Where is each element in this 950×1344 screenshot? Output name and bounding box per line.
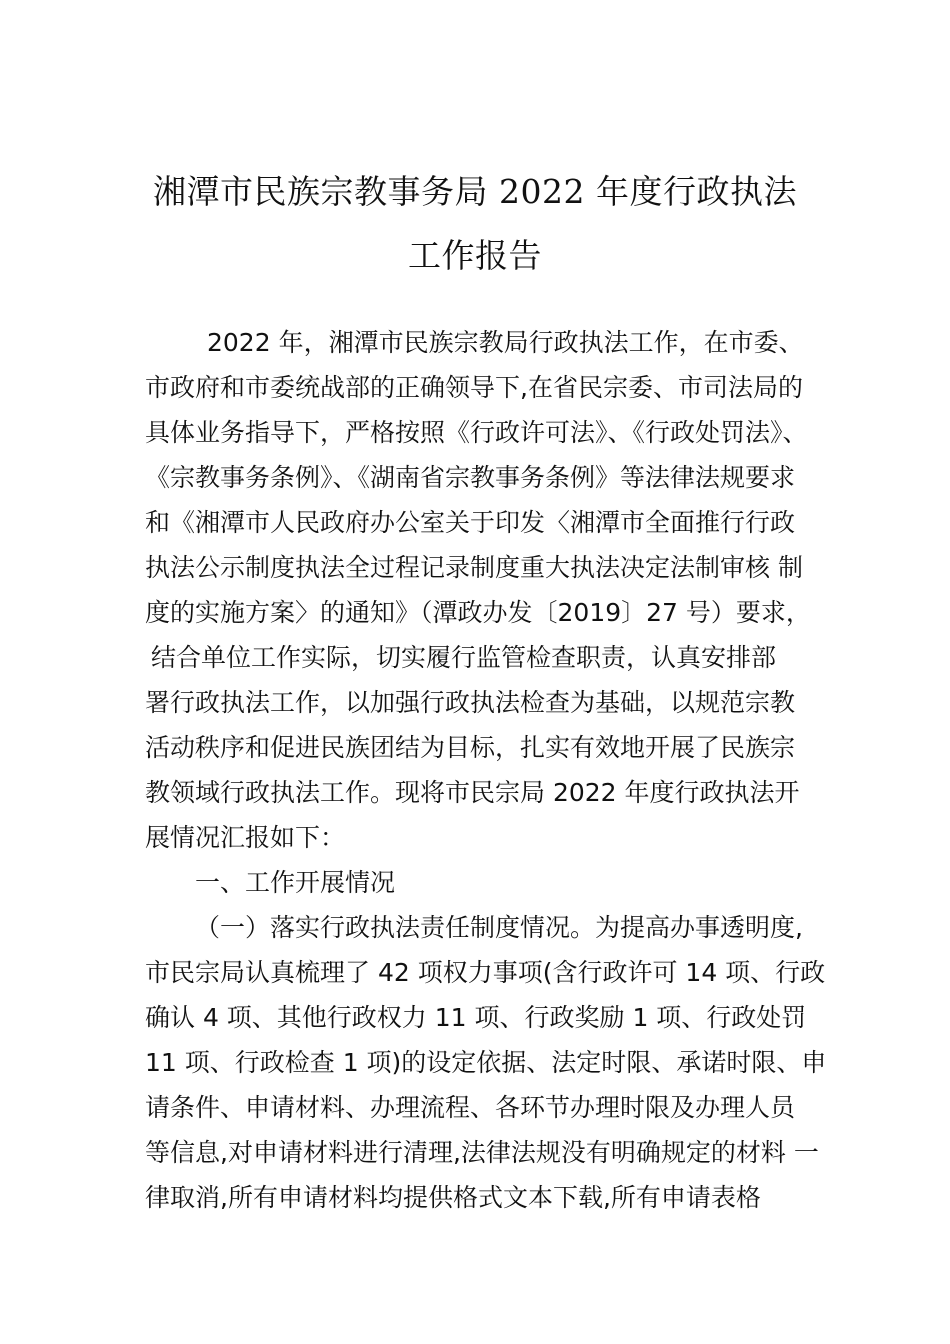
title-line-2: 工作报告 xyxy=(408,236,542,275)
paragraph-line: 具体业务指导下，严格按照《行政许可法》、《行政处罚法》、 xyxy=(145,418,808,447)
paragraph-line: 教领域行政执法工作。现将市民宗局 2022 年度行政执法开 xyxy=(145,778,800,807)
paragraph-line: 《宗教事务条例》、《湖南省宗教事务条例》等法律法规要求 xyxy=(145,463,796,492)
paragraph-line: 活动秩序和促进民族团结为目标，扎实有效地开展了民族宗 xyxy=(145,733,796,762)
paragraph-line: 市民宗局认真梳理了 42 项权力事项(含行政许可 14 项、行政 xyxy=(145,958,826,987)
subsection-line: （一）落实行政执法责任制度情况。为提高办事透明度, xyxy=(195,913,803,942)
paragraph-line: 等信息,对申请材料进行清理,法律法规没有明确规定的材料 一 xyxy=(145,1138,819,1167)
paragraph-line: 结合单位工作实际，切实履行监管检查职责，认真安排部 xyxy=(151,643,777,672)
paragraph-line: 律取消,所有申请材料均提供格式文本下载,所有申请表格 xyxy=(145,1183,761,1212)
paragraph-line: 展情况汇报如下： xyxy=(145,823,346,852)
paragraph-line: 11 项、行政检查 1 项)的设定依据、法定时限、承诺时限、申 xyxy=(145,1048,827,1077)
paragraph-line: 市政府和市委统战部的正确领导下,在省民宗委、市司法局的 xyxy=(145,373,803,402)
paragraph-line: 2022 年，湘潭市民族宗教局行政执法工作，在市委、 xyxy=(207,328,804,357)
document-body xyxy=(145,320,835,1220)
paragraph-line: 署行政执法工作，以加强行政执法检查为基础，以规范宗教 xyxy=(145,688,796,717)
section-heading: 一、工作开展情况 xyxy=(195,868,396,897)
document-title xyxy=(100,160,850,288)
paragraph-line: 执法公示制度执法全过程记录制度重大执法决定法制审核 制 xyxy=(145,553,803,582)
paragraph-line: 度的实施方案〉的通知》（潭政办发〔2019〕27 号）要求， xyxy=(145,598,811,627)
paragraph-line: 确认 4 项、其他行政权力 11 项、行政奖励 1 项、行政处罚 xyxy=(145,1003,807,1032)
paragraph-line: 和《湘潭市人民政府办公室关于印发〈湘潭市全面推行行政 xyxy=(145,508,796,537)
title-line-1: 湘潭市民族宗教事务局 2022 年度行政执法 xyxy=(153,172,797,211)
paragraph-line: 请条件、申请材料、办理流程、各环节办理时限及办理人员 xyxy=(145,1093,796,1122)
